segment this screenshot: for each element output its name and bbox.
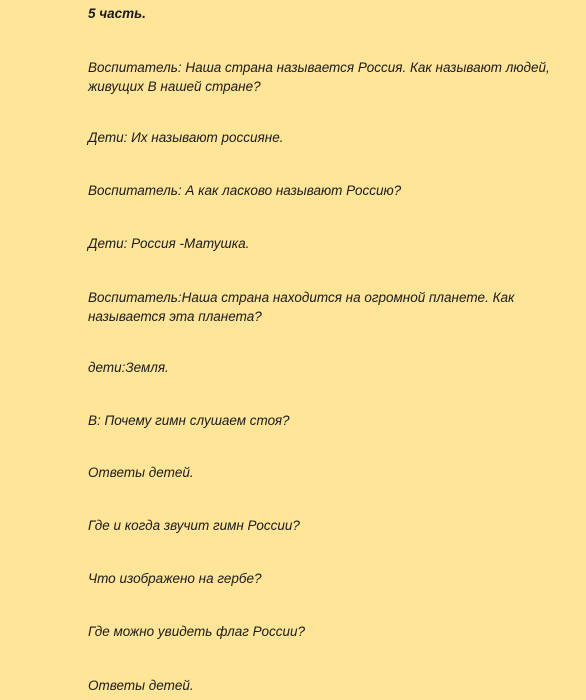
paragraph-teacher-country: Воспитатель: Наша страна называется Россия. Как называют людей, живущих В нашей стране? xyxy=(88,60,550,94)
paragraph-anthem-standing: В: Почему гимн слушаем стоя? xyxy=(88,413,290,428)
paragraph-anthem-when: Где и когда звучит гимн России? xyxy=(88,518,300,533)
paragraph-coat-of-arms: Что изображено на гербе? xyxy=(88,571,262,586)
paragraph-children-answers-2: Ответы детей. xyxy=(88,678,194,693)
paragraph-teacher-planet: Воспитатель:Наша страна находится на огромной планете. Как называется эта планета? xyxy=(88,290,515,324)
paragraph-children-russians: Дети: Их называют россияне. xyxy=(88,130,284,145)
paragraph-children-matushka: Дети: Россия -Матушка. xyxy=(88,236,250,251)
paragraph-flag: Где можно увидеть флаг России? xyxy=(88,624,306,639)
paragraph-children-earth: дети:Земля. xyxy=(88,360,169,375)
paragraph-teacher-affectionate-name: Воспитатель: А как ласково называют Россию? xyxy=(88,183,402,198)
paragraph-children-answers-1: Ответы детей. xyxy=(88,465,194,480)
section-heading: 5 часть. xyxy=(88,6,146,21)
